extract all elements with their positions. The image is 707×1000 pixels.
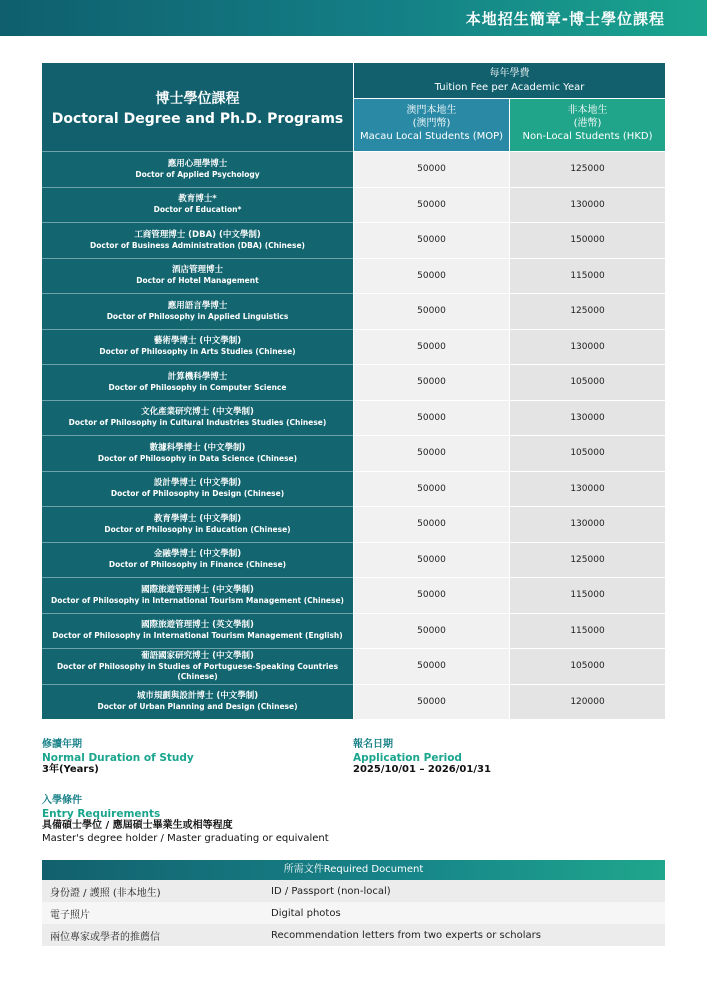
program-name-en: Doctor of Philosophy in Finance (Chinese): [108, 560, 287, 570]
document-en: Recommendation letters from two experts or scholars: [271, 929, 541, 941]
program-name-zh: 國際旅遊管理博士 (中文學制): [141, 584, 254, 595]
table-row: [42, 364, 665, 400]
document-zh: 身份證 / 護照 (非本地生): [50, 887, 161, 899]
tuition-header-en: Tuition Fee per Academic Year: [434, 82, 585, 93]
program-cell: [42, 329, 353, 365]
tuition-fee-table: [42, 63, 665, 719]
table-row: [42, 435, 665, 471]
duration-value: 3年(Years): [42, 764, 99, 775]
program-cell: [42, 151, 353, 187]
program-name-zh: 教育學博士 (中文學制): [153, 513, 242, 524]
nonlocal-fee: 115000: [509, 577, 665, 613]
tuition-header: [353, 63, 665, 98]
program-name-en: Doctor of Philosophy in International Tourism Management (Chinese): [50, 595, 344, 605]
program-name-en: Doctor of Applied Psychology: [135, 169, 260, 179]
program-cell: [42, 364, 353, 400]
local-fee: 50000: [353, 613, 509, 649]
table-row: [42, 542, 665, 578]
program-name-en: Doctor of Education*: [153, 205, 242, 215]
nonlocal-fee: 130000: [509, 506, 665, 542]
table-row: [42, 648, 665, 684]
table-row: [42, 577, 665, 613]
program-name-en: Doctor of Philosophy in International Tourism Management (English): [52, 631, 343, 641]
program-cell: [42, 187, 353, 223]
program-name-zh: 酒店管理博士: [171, 265, 223, 276]
program-name-en: Doctor of Business Administration (DBA) (Chinese): [90, 240, 305, 250]
entry-value-en: Master's degree holder / Master graduating or equivalent: [42, 832, 329, 844]
local-header-currency: (澳門幣): [412, 118, 451, 129]
program-cell: [42, 684, 353, 720]
program-cell: [42, 293, 353, 329]
nonlocal-header-zh: 非本地生: [567, 105, 608, 116]
program-name-zh: 數據科學博士 (中文學制): [149, 442, 246, 453]
nonlocal-fee: 130000: [509, 400, 665, 436]
application-title-en: Application Period: [353, 751, 462, 764]
program-name-zh: 城市規劃與設計博士 (中文學制): [136, 691, 259, 702]
local-fee: 50000: [353, 471, 509, 507]
nonlocal-fee: 115000: [509, 258, 665, 294]
table-row: [42, 506, 665, 542]
application-title-zh: 報名日期: [353, 739, 393, 750]
program-name-zh: 藝術學博士 (中文學制): [153, 336, 242, 347]
entry-value-zh: 具備碩士學位 / 應屆碩士畢業生或相等程度: [42, 820, 233, 831]
duration-section: [42, 739, 194, 777]
local-fee: 50000: [353, 577, 509, 613]
entry-title-zh: 入學條件: [42, 795, 82, 806]
document-en: ID / Passport (non-local): [271, 885, 391, 897]
document-en: Digital photos: [271, 907, 341, 919]
program-name-zh: 金融學博士 (中文學制): [153, 549, 242, 560]
program-name-zh: 計算機科學博士: [167, 371, 228, 382]
program-cell: [42, 258, 353, 294]
program-name-zh: 應用心理學博士: [167, 158, 228, 169]
nonlocal-fee: 105000: [509, 364, 665, 400]
program-cell: [42, 435, 353, 471]
program-cell: [42, 613, 353, 649]
nonlocal-fee: 125000: [509, 293, 665, 329]
local-fee: 50000: [353, 542, 509, 578]
program-cell: [42, 471, 353, 507]
program-name-zh: 工商管理博士 (DBA) (中文學制): [134, 229, 261, 240]
nonlocal-fee: 150000: [509, 222, 665, 258]
duration-title-zh: 修讀年期: [42, 739, 82, 750]
local-fee: 50000: [353, 506, 509, 542]
program-name-zh: 設計學博士 (中文學制): [153, 478, 242, 489]
table-row: [42, 151, 665, 187]
program-cell: [42, 506, 353, 542]
nonlocal-fee: 130000: [509, 471, 665, 507]
local-fee: 50000: [353, 684, 509, 720]
table-row: [42, 471, 665, 507]
table-row: [42, 222, 665, 258]
tuition-header-zh: 每年學費: [489, 68, 530, 79]
local-students-header: [353, 98, 509, 151]
program-cell: [42, 577, 353, 613]
nonlocal-fee: 120000: [509, 684, 665, 720]
program-column-header: [42, 63, 353, 151]
documents-header: 所需文件Required Document: [42, 860, 665, 880]
table-row: [42, 400, 665, 436]
program-name-en: Doctor of Philosophy in Arts Studies (Chinese): [99, 347, 296, 357]
local-header-en: Macau Local Students (MOP): [359, 131, 504, 142]
program-name-zh: 葡語國家研究博士 (中文學制): [141, 650, 254, 661]
local-fee: 50000: [353, 648, 509, 684]
program-cell: [42, 648, 353, 684]
local-fee: 50000: [353, 151, 509, 187]
local-fee: 50000: [353, 258, 509, 294]
local-header-zh: 澳門本地生: [406, 105, 457, 116]
duration-title-en: Normal Duration of Study: [42, 751, 194, 764]
program-name-zh: 教育博士*: [178, 194, 217, 205]
local-fee: 50000: [353, 364, 509, 400]
program-name-en: Doctor of Philosophy in Cultural Industries Studies (Chinese): [68, 418, 327, 428]
table-row: [42, 684, 665, 720]
program-name-en: Doctor of Philosophy in Design (Chinese): [110, 489, 285, 499]
document-row: [42, 924, 665, 946]
nonlocal-fee: 125000: [509, 151, 665, 187]
nonlocal-fee: 130000: [509, 187, 665, 223]
program-name-en: Doctor of Philosophy in Studies of Portuguese-Speaking Countries (Chinese): [56, 661, 339, 681]
local-fee: 50000: [353, 329, 509, 365]
program-name-en: Doctor of Philosophy in Data Science (Chinese): [97, 453, 298, 463]
program-header-en: Doctoral Degree and Ph.D. Programs: [51, 110, 344, 127]
table-row: [42, 258, 665, 294]
program-name-zh: 國際旅遊管理博士 (英文學制): [141, 620, 254, 631]
program-name-en: Doctor of Hotel Management: [136, 276, 259, 286]
document-zh: 兩位專家或學者的推薦信: [50, 931, 160, 943]
table-row: [42, 187, 665, 223]
document-row: [42, 880, 665, 902]
nonlocal-header-en: Non-Local Students (HKD): [522, 131, 653, 142]
program-name-zh: 文化產業研究博士 (中文學制): [141, 407, 254, 418]
program-cell: [42, 222, 353, 258]
application-value: 2025/10/01 – 2026/01/31: [353, 764, 491, 775]
nonlocal-fee: 105000: [509, 435, 665, 471]
program-name-en: Doctor of Philosophy in Education (Chinese): [104, 524, 291, 534]
nonlocal-fee: 125000: [509, 542, 665, 578]
table-row: [42, 613, 665, 649]
nonlocal-students-header: [509, 98, 665, 151]
program-name-en: Doctor of Philosophy in Applied Linguistics: [106, 311, 289, 321]
local-fee: 50000: [353, 222, 509, 258]
local-fee: 50000: [353, 435, 509, 471]
program-name-en: Doctor of Philosophy in Computer Science: [108, 382, 287, 392]
nonlocal-fee: 115000: [509, 613, 665, 649]
top-banner: [0, 0, 707, 36]
document-row: [42, 902, 665, 924]
banner-title: 本地招生簡章-博士學位課程: [465, 9, 665, 28]
local-fee: 50000: [353, 187, 509, 223]
nonlocal-fee: 130000: [509, 329, 665, 365]
nonlocal-fee: 105000: [509, 648, 665, 684]
local-fee: 50000: [353, 400, 509, 436]
table-row: [42, 293, 665, 329]
program-header-zh: 博士學位課程: [155, 90, 240, 107]
entry-section: [42, 795, 329, 845]
application-section: [353, 739, 491, 777]
program-name-zh: 應用語言學博士: [167, 300, 228, 311]
program-cell: [42, 542, 353, 578]
local-fee: 50000: [353, 293, 509, 329]
program-cell: [42, 400, 353, 436]
program-name-en: Doctor of Urban Planning and Design (Chinese): [97, 702, 298, 712]
table-row: [42, 329, 665, 365]
nonlocal-header-currency: (港幣): [573, 118, 602, 129]
table-header: [42, 63, 665, 151]
entry-title-en: Entry Requirements: [42, 807, 161, 820]
required-documents-table: [42, 860, 665, 946]
document-zh: 電子照片: [50, 909, 90, 921]
